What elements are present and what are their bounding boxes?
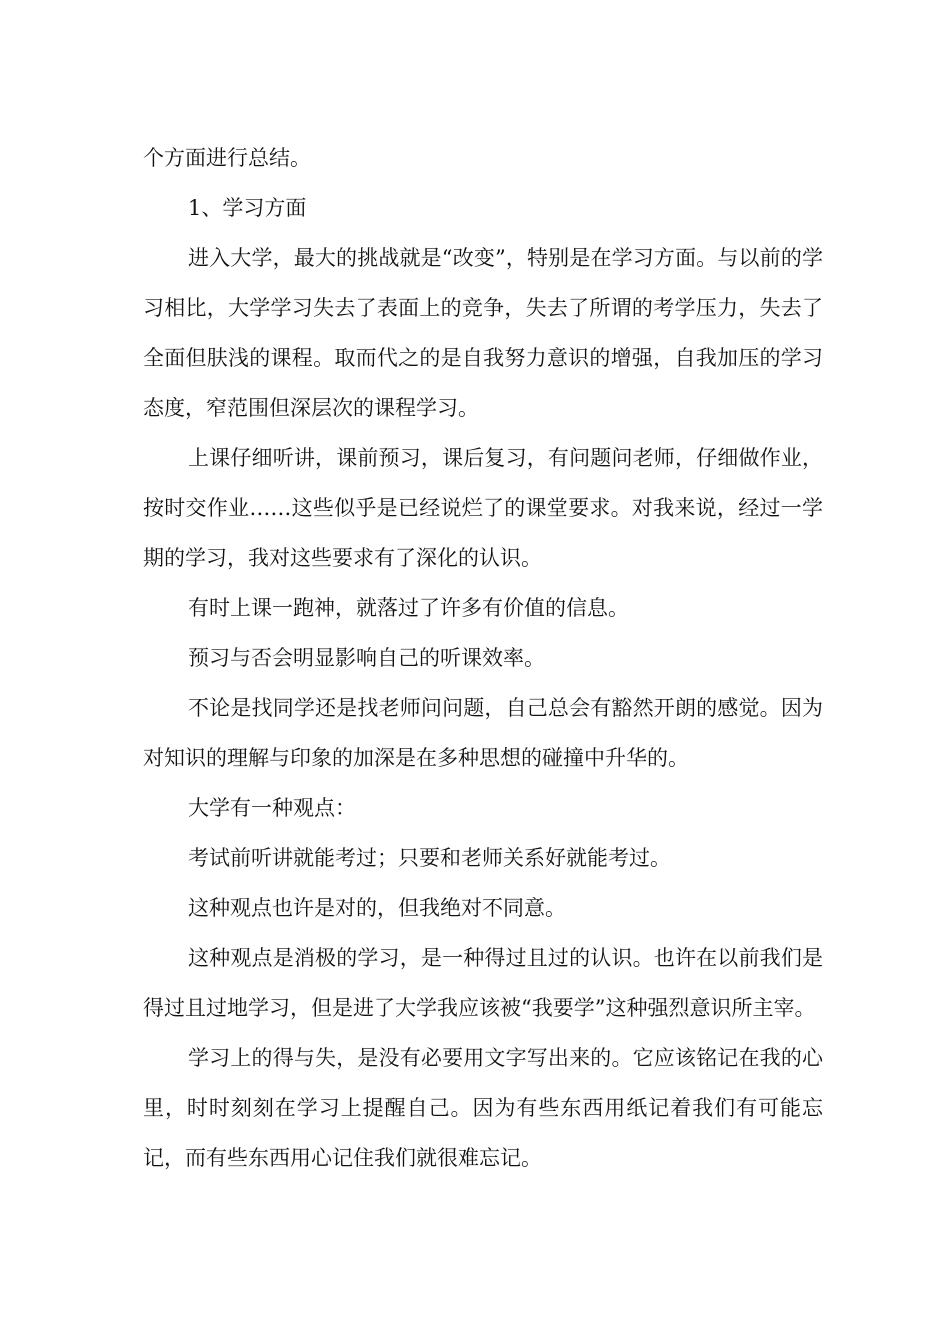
- paragraph: 进入大学，最大的挑战就是“改变”，特别是在学习方面。与以前的学习相比，大学学习失去了表面上的竞争，失去了所谓的考学压力，失去了全面但肤浅的课程。取而代之的是自我努力意识的增强，自我加压的学习态度，窄范围但深层次的课程学习。: [143, 246, 823, 420]
- paragraph: 大学有一种观点：: [188, 796, 356, 820]
- paragraph: 学习上的得与失，是没有必要用文字写出来的。它应该铭记在我的心里，时时刻刻在学习上提醒自己。因为有些东西用纸记着我们有可能忘记，而有些东西用心记住我们就很难忘记。: [143, 1046, 823, 1170]
- paragraph: 不论是找同学还是找老师问问题，自己总会有豁然开朗的感觉。因为对知识的理解与印象的加深是在多种思想的碰撞中升华的。: [143, 696, 823, 770]
- paragraph: 有时上课一跑神，就落过了许多有价值的信息。: [188, 596, 629, 620]
- paragraph: 预习与否会明显影响自己的听课效率。: [188, 646, 545, 670]
- paragraph: 考试前听讲就能考过；只要和老师关系好就能考过。: [188, 846, 671, 870]
- paragraph: 这种观点是消极的学习，是一种得过且过的认识。也许在以前我们是得过且过地学习，但是进了大学我应该被“我要学”这种强烈意识所主宰。: [143, 946, 823, 1020]
- document-body: [143, 133, 823, 1183]
- section-heading-study: 1、学习方面: [188, 196, 307, 220]
- paragraph: 这种观点也许是对的，但我绝对不同意。: [188, 896, 566, 920]
- paragraph-continuation: 个方面进行总结。: [143, 146, 311, 170]
- paragraph: 上课仔细听讲，课前预习，课后复习，有问题问老师，仔细做作业，按时交作业……这些似乎是已经说烂了的课堂要求。对我来说，经过一学期的学习，我对这些要求有了深化的认识。: [143, 446, 823, 570]
